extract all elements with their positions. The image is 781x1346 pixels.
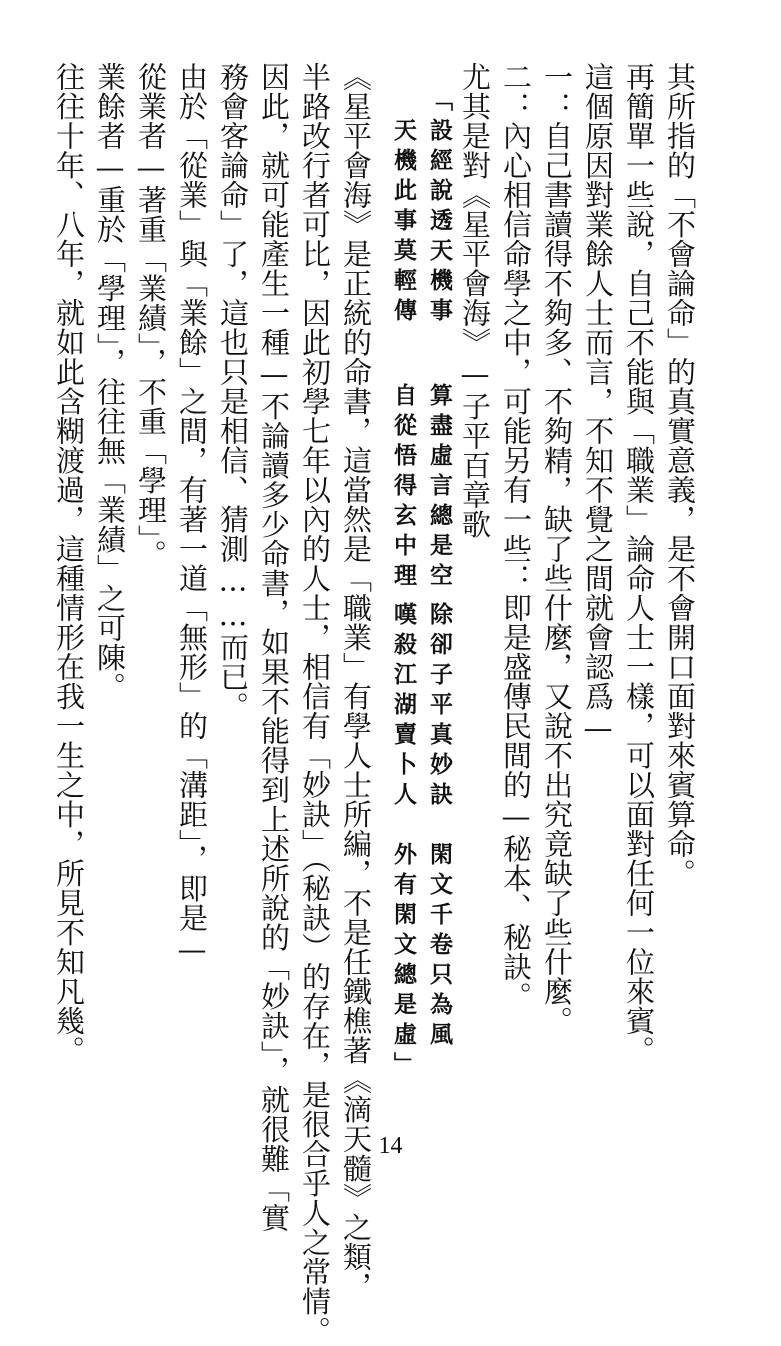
text-column-6: 尤其是對《星平會海》—子平百章歌: [458, 62, 492, 539]
text-column-3: 這個原因對業餘人士而言，不知不覺之間就會認爲—: [581, 62, 615, 746]
text-column-1: 其所指的「不會論命」的真實意義，是不會開口面對來賓算命。: [663, 62, 697, 888]
text-column-10: 務會客論命」了，這也只是相信、猜測……而已。: [216, 62, 250, 721]
poem-line-1-part-1: 「設經說透天機事: [426, 88, 453, 328]
poem-line-2-part-1: 天機此事莫輕傳: [390, 118, 417, 328]
poem-line-2-part-4: 外有閑文總是虛」: [390, 842, 417, 1082]
text-column-13: 業餘者—重於「學理」，往往無「業績」之可陳。: [93, 62, 127, 702]
text-column-14: 往往十年、八年，就如此含糊渡過，這種情形在我一生之中，所見不知凡幾。: [52, 62, 86, 1065]
poem-line-2-part-3: 嘆殺江湖賣卜人: [390, 602, 417, 812]
poem-line-2-part-2: 自從悟得玄中理: [390, 383, 417, 593]
poem-block: [388, 88, 458, 1088]
poem-line-1-part-2: 算盡虛言總是空: [426, 383, 453, 593]
text-column-9: 因此，就可能產生一種—不論讀多少命書，如果不能得到上述所說的「妙訣」，就很難「實: [257, 62, 291, 1233]
poem-line-1-part-4: 閑文千卷只為風: [426, 842, 453, 1052]
page-number: 14: [378, 1133, 403, 1159]
text-column-5: 二：內心相信命學之中，可能另有一些：即是盛傳民間的—秘本、秘訣。: [499, 62, 533, 1011]
text-column-7: 《星平會海》是正統的命書，這當然是「職業」有學人士所編，不是任鐵樵著《滴天髓》之類，: [339, 62, 373, 1301]
poem-line-1-part-3: 除卻子平真妙訣: [426, 602, 453, 812]
text-column-11: 由於「從業」與「業餘」之間，有著一道「無形」的「溝距」，即是—: [175, 62, 209, 967]
text-column-12: 從業者—著重「業績」，不重「學理」。: [134, 62, 168, 569]
text-column-2: 再簡單一些說，自己不能與「職業」論命人士一樣，可以面對任何一位來賓。: [622, 62, 656, 1065]
text-column-4: 一：自己書讀得不夠多、不夠精，缺了些什麼，又說不出究竟缺了些什麼。: [540, 62, 574, 1036]
text-column-8: 半路改行者可比，因此初學七年以內的人士，相信有「妙訣」（秘訣）的存在，是很合乎人之常情。: [298, 62, 332, 1346]
